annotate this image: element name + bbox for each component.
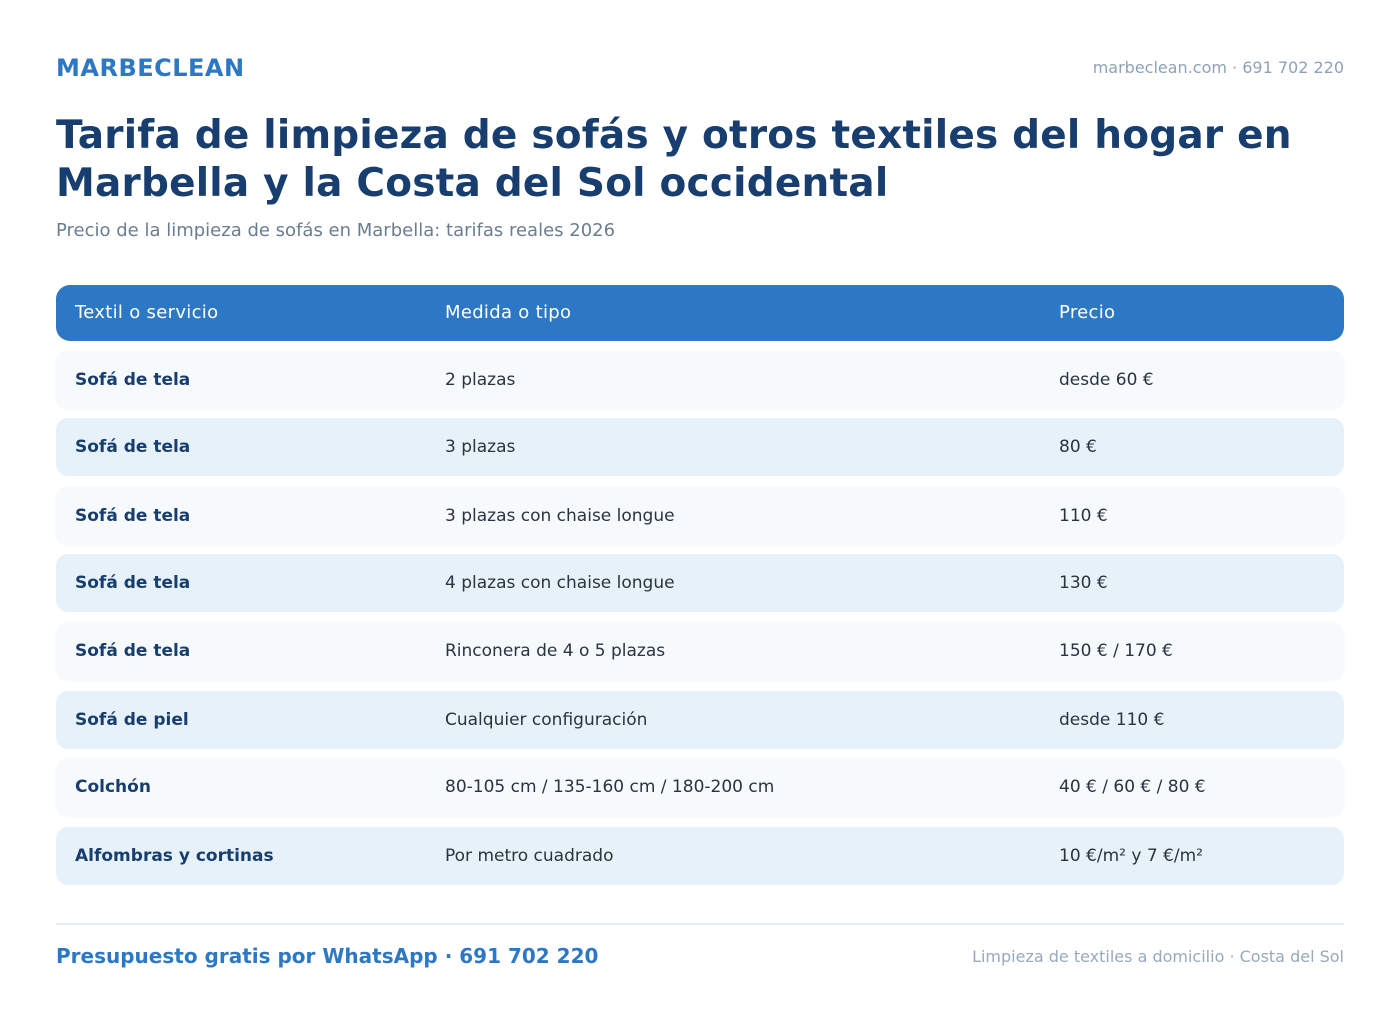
cell-size: 2 plazas bbox=[445, 370, 516, 390]
table-header bbox=[56, 285, 1344, 341]
header-contact: marbeclean.com · 691 702 220 bbox=[1092, 58, 1344, 77]
table-row bbox=[56, 758, 1344, 816]
table-row bbox=[56, 487, 1344, 545]
brand-logo: MARBECLEAN bbox=[56, 54, 245, 82]
page-title: Tarifa de limpieza de sofás y otros textiles del hogar en Marbella y la Costa del Sol occidental bbox=[56, 113, 1292, 206]
table-row bbox=[56, 691, 1344, 749]
cell-size: 3 plazas bbox=[445, 437, 516, 457]
cell-textile: Sofá de tela bbox=[75, 370, 191, 390]
cell-size: 80-105 cm / 135-160 cm / 180-200 cm bbox=[445, 777, 775, 797]
cell-price: 150 € / 170 € bbox=[1059, 641, 1173, 661]
cell-textile: Sofá de tela bbox=[75, 437, 191, 457]
cell-textile: Sofá de tela bbox=[75, 506, 191, 526]
cell-size: 3 plazas con chaise longue bbox=[445, 506, 675, 526]
table-row bbox=[56, 351, 1344, 409]
column-header-price: Precio bbox=[1059, 302, 1116, 323]
whatsapp-cta: Presupuesto gratis por WhatsApp · 691 702 220 bbox=[56, 944, 599, 968]
cell-size: Cualquier configuración bbox=[445, 710, 648, 730]
cell-price: 130 € bbox=[1059, 573, 1108, 593]
table-row bbox=[56, 622, 1344, 680]
cell-size: Rinconera de 4 o 5 plazas bbox=[445, 641, 666, 661]
price-table bbox=[56, 285, 1344, 866]
cell-size: 4 plazas con chaise longue bbox=[445, 573, 675, 593]
footer-divider bbox=[56, 923, 1344, 925]
cell-size: Por metro cuadrado bbox=[445, 846, 614, 866]
cell-price: 10 €/m² y 7 €/m² bbox=[1059, 846, 1203, 866]
table-row bbox=[56, 418, 1344, 476]
cell-textile: Sofá de tela bbox=[75, 641, 191, 661]
cell-price: 40 € / 60 € / 80 € bbox=[1059, 777, 1206, 797]
cell-price: 110 € bbox=[1059, 506, 1108, 526]
cell-textile: Alfombras y cortinas bbox=[75, 846, 274, 866]
cell-textile: Sofá de tela bbox=[75, 573, 191, 593]
column-header-size: Medida o tipo bbox=[445, 302, 572, 323]
cell-price: 80 € bbox=[1059, 437, 1097, 457]
cell-price: desde 110 € bbox=[1059, 710, 1165, 730]
footer-note: Limpieza de textiles a domicilio · Costa del Sol bbox=[972, 947, 1344, 966]
table-row bbox=[56, 554, 1344, 612]
page-subtitle: Precio de la limpieza de sofás en Marbella: tarifas reales 2026 bbox=[56, 220, 616, 241]
cell-textile: Colchón bbox=[75, 777, 151, 797]
column-header-textile: Textil o servicio bbox=[75, 302, 219, 323]
cell-price: desde 60 € bbox=[1059, 370, 1154, 390]
table-row bbox=[56, 827, 1344, 885]
cell-textile: Sofá de piel bbox=[75, 710, 189, 730]
top-bar bbox=[56, 54, 1344, 84]
